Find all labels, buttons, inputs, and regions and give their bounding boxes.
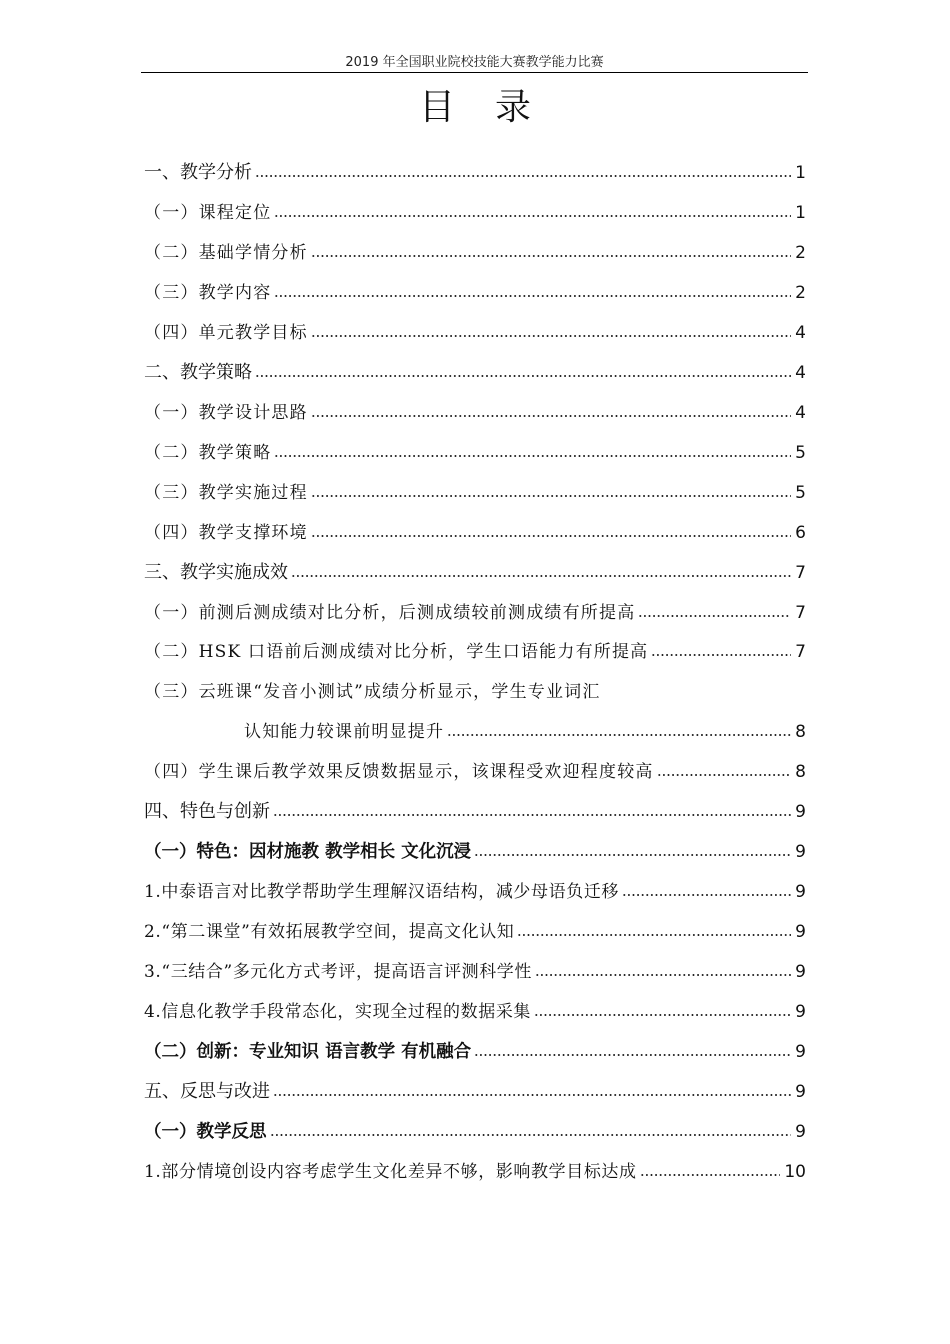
toc-entry-page: 9 <box>795 802 806 822</box>
toc-entry-label: 一、教学分析 <box>144 162 252 183</box>
toc-entry-label: （三）教学实施过程 <box>144 483 308 503</box>
toc-entry-page: 8 <box>795 722 806 742</box>
toc-entry[interactable] <box>144 834 806 864</box>
toc-entry-page: 7 <box>795 603 806 623</box>
toc-entry-label: （一）前测后测成绩对比分析，后测成绩较前测成绩有所提高 <box>144 603 636 623</box>
toc-entry-page: 7 <box>795 642 806 662</box>
toc-entry-label: 1.部分情境创设内容考虑学生文化差异不够，影响教学目标达成 <box>144 1162 637 1182</box>
toc-entry-page: 5 <box>795 483 806 503</box>
toc-entry-page: 1 <box>795 203 806 223</box>
dot-leader <box>273 1092 791 1098</box>
toc-entry-label: 3.“三结合”多元化方式考评，提高语言评测科学性 <box>144 962 533 982</box>
toc-entry[interactable] <box>144 515 806 545</box>
toc-entry-label: 1.中泰语言对比教学帮助学生理解汉语结构，减少母语负迁移 <box>144 882 620 902</box>
dot-leader <box>651 652 791 658</box>
toc-entry-label-first-line[interactable]: （三）云班课“发音小测试”成绩分析显示，学生专业词汇 <box>144 682 601 702</box>
dot-leader <box>534 1012 791 1018</box>
toc-entry[interactable] <box>144 235 806 265</box>
page-title: 目录 <box>418 87 571 128</box>
dot-leader <box>657 772 792 778</box>
toc-entry-page: 2 <box>795 243 806 263</box>
toc-entry[interactable] <box>144 1154 806 1184</box>
toc-entry-label: （二）创新：专业知识 语言教学 有机融合 <box>144 1042 472 1062</box>
dot-leader <box>311 533 791 539</box>
toc-entry-label: （二）教学策略 <box>144 443 272 463</box>
toc-entry[interactable] <box>144 355 806 385</box>
toc-entry-label: （三）教学内容 <box>144 283 272 303</box>
dot-leader <box>291 573 791 579</box>
toc-entry[interactable] <box>144 275 806 305</box>
toc-entry[interactable] <box>144 195 806 225</box>
toc-entry-page: 5 <box>795 443 806 463</box>
toc-entry[interactable] <box>244 714 806 744</box>
toc-entry-page: 9 <box>795 1042 806 1062</box>
toc-entry-page: 9 <box>795 1082 806 1102</box>
dot-leader <box>273 812 791 818</box>
toc-entry-page: 4 <box>795 403 806 423</box>
toc-entry[interactable] <box>144 435 806 465</box>
toc-entry[interactable] <box>144 595 806 625</box>
toc-entry-page: 9 <box>795 962 806 982</box>
toc-entry-page: 4 <box>795 323 806 343</box>
dot-leader <box>311 413 791 419</box>
toc-entry-label: 二、教学策略 <box>144 362 252 383</box>
toc-entry-page: 9 <box>795 882 806 902</box>
toc-entry-label: （二）HSK 口语前后测成绩对比分析，学生口语能力有所提高 <box>144 642 649 662</box>
toc-entry[interactable] <box>144 395 806 425</box>
dot-leader <box>517 932 791 938</box>
toc-entry-page: 7 <box>795 563 806 583</box>
toc-entry-label: 三、教学实施成效 <box>144 562 288 583</box>
toc-entry[interactable] <box>144 475 806 505</box>
dot-leader <box>311 253 791 259</box>
toc-entry-label: 五、反思与改进 <box>144 1081 270 1102</box>
toc-entry[interactable] <box>144 634 806 664</box>
toc-entry-page: 9 <box>795 1122 806 1142</box>
toc-entry[interactable] <box>144 794 806 824</box>
toc-entry[interactable] <box>144 874 806 904</box>
toc-entry-label: 4.信息化教学手段常态化，实现全过程的数据采集 <box>144 1002 532 1022</box>
toc-entry[interactable] <box>144 1114 806 1144</box>
toc-entry-label: （一）教学反思 <box>144 1122 267 1142</box>
dot-leader <box>638 613 791 619</box>
dot-leader <box>274 293 791 299</box>
toc-entry-page: 9 <box>795 842 806 862</box>
toc-entry-label-continuation: 认知能力较课前明显提升 <box>244 722 445 742</box>
toc-entry[interactable] <box>144 754 806 784</box>
dot-leader <box>255 373 791 379</box>
dot-leader <box>311 333 791 339</box>
dot-leader <box>640 1172 781 1178</box>
toc-entry-label: 四、特色与创新 <box>144 801 270 822</box>
toc-entry[interactable] <box>144 914 806 944</box>
toc-entry-page: 2 <box>795 283 806 303</box>
toc-entry[interactable] <box>144 555 806 585</box>
toc-entry[interactable] <box>144 994 806 1024</box>
dot-leader <box>474 1052 791 1058</box>
dot-leader <box>622 892 791 898</box>
toc-entry[interactable] <box>144 1034 806 1064</box>
dot-leader <box>274 453 791 459</box>
dot-leader <box>255 173 791 179</box>
toc-entry[interactable] <box>144 1074 806 1104</box>
toc-entry-label: （四）单元教学目标 <box>144 323 308 343</box>
dot-leader <box>311 493 791 499</box>
toc-entry-label: （四）学生课后教学效果反馈数据显示，该课程受欢迎程度较高 <box>144 762 654 782</box>
toc-entry[interactable] <box>144 954 806 984</box>
dot-leader <box>474 852 791 858</box>
toc-entry-page: 10 <box>784 1162 806 1182</box>
toc-entry-page: 8 <box>795 762 806 782</box>
dot-leader <box>447 732 791 738</box>
running-header: 2019 年全国职业院校技能大赛教学能力比赛 <box>345 55 604 70</box>
toc-entry-page: 1 <box>795 163 806 183</box>
toc-entry[interactable] <box>144 315 806 345</box>
toc-entry-page: 9 <box>795 1002 806 1022</box>
toc-entry-label: （一）特色：因材施教 教学相长 文化沉浸 <box>144 842 472 862</box>
toc-entry-label: （一）教学设计思路 <box>144 403 308 423</box>
toc-entry-label: （四）教学支撑环境 <box>144 523 308 543</box>
toc-entry-label: 2.“第二课堂”有效拓展教学空间，提高文化认知 <box>144 922 515 942</box>
toc-entry-page: 4 <box>795 363 806 383</box>
toc-entry-label: （一）课程定位 <box>144 203 272 223</box>
toc-entry[interactable] <box>144 155 806 185</box>
toc-entry-page: 9 <box>795 922 806 942</box>
dot-leader <box>270 1132 792 1138</box>
dot-leader <box>274 213 791 219</box>
toc-entry-label: （二）基础学情分析 <box>144 243 308 263</box>
toc-entry-page: 6 <box>795 523 806 543</box>
dot-leader <box>535 972 791 978</box>
header-rule <box>141 72 808 73</box>
